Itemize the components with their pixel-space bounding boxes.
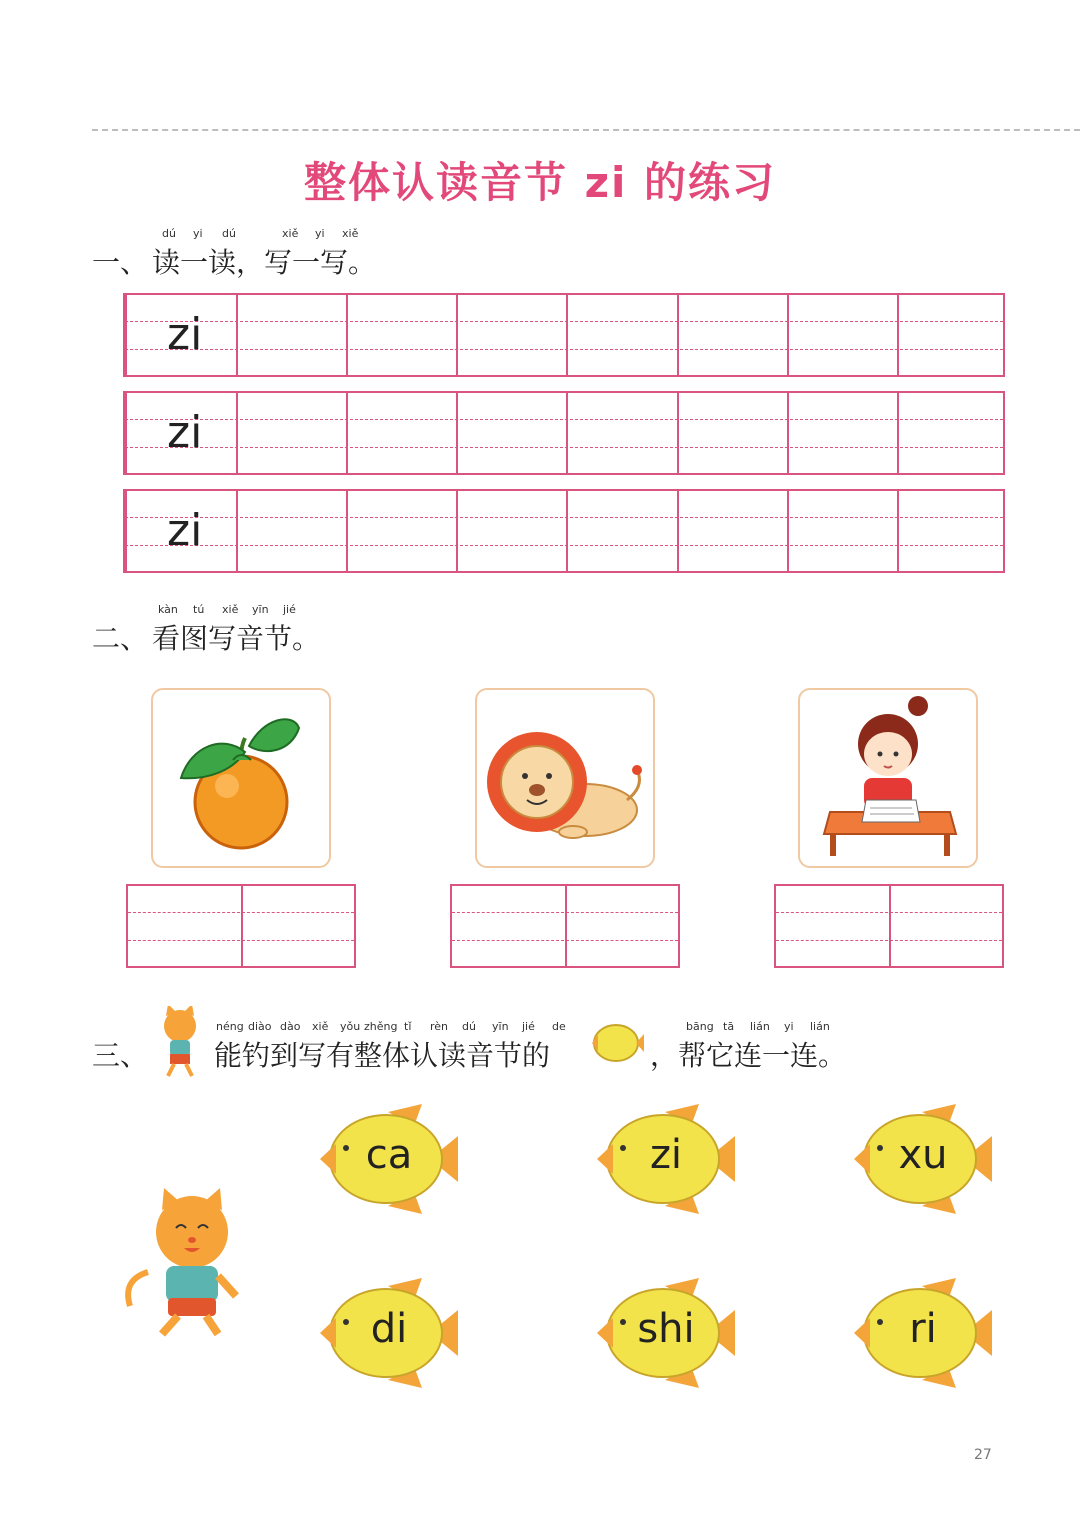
lion-icon	[477, 690, 653, 866]
answer-cell[interactable]	[565, 886, 678, 966]
pinyin: xiě	[282, 227, 299, 240]
writing-cell[interactable]	[897, 295, 1003, 375]
pinyin: tā	[723, 1020, 735, 1033]
writing-cell[interactable]	[787, 393, 897, 473]
pinyin: yīn	[492, 1020, 509, 1033]
answer-cell[interactable]	[889, 886, 1002, 966]
writing-cell[interactable]	[456, 393, 566, 473]
pinyin: jié	[283, 603, 296, 616]
pinyin: kàn	[158, 603, 178, 616]
answer-cell[interactable]	[128, 886, 241, 966]
pinyin: zhěng	[364, 1020, 398, 1033]
writing-cell	[125, 393, 236, 473]
section-3-number: 三、	[92, 1039, 149, 1072]
fish-syllable: di	[370, 1306, 408, 1352]
fish-icon	[588, 1020, 644, 1066]
writing-row	[123, 391, 1005, 475]
answer-cell[interactable]	[241, 886, 354, 966]
section-3-instruction-b: ，帮它连一连。	[650, 1039, 847, 1072]
writing-cell[interactable]	[897, 491, 1003, 571]
section-3-instruction-a: 能钓到写有整体认读音节的	[214, 1039, 551, 1072]
pinyin: xiě	[312, 1020, 329, 1033]
fish-card[interactable]	[852, 1278, 992, 1388]
section-2-number: 二、	[92, 622, 149, 655]
pinyin: yi	[193, 227, 203, 240]
pinyin: dú	[462, 1020, 476, 1033]
writing-cell[interactable]	[346, 295, 456, 375]
fish-syllable: xu	[898, 1132, 948, 1178]
sample-syllable: zi	[167, 505, 203, 556]
pinyin: lián	[750, 1020, 770, 1033]
pinyin: yīn	[252, 603, 269, 616]
picture-box	[798, 688, 978, 868]
sample-syllable: zi	[167, 407, 203, 458]
answer-box[interactable]	[126, 884, 356, 968]
writing-cell[interactable]	[566, 295, 677, 375]
fish-card[interactable]	[852, 1104, 992, 1214]
pinyin: rèn	[430, 1020, 449, 1033]
fish-card[interactable]	[595, 1104, 735, 1214]
answer-cell[interactable]	[452, 886, 565, 966]
cat-icon	[118, 1188, 248, 1338]
writing-cell[interactable]	[346, 491, 456, 571]
answer-cell[interactable]	[776, 886, 889, 966]
pinyin: yi	[315, 227, 325, 240]
cat-icon	[148, 1006, 210, 1078]
writing-cell[interactable]	[236, 491, 346, 571]
pinyin: dú	[222, 227, 236, 240]
writing-cell	[125, 295, 236, 375]
pinyin: tǐ	[404, 1020, 412, 1033]
writing-cell[interactable]	[566, 393, 677, 473]
writing-row	[123, 489, 1005, 573]
fish-card[interactable]	[595, 1278, 735, 1388]
picture-box	[151, 688, 331, 868]
writing-cell[interactable]	[897, 393, 1003, 473]
picture-box	[475, 688, 655, 868]
writing-cell[interactable]	[456, 295, 566, 375]
fish-card[interactable]	[318, 1104, 458, 1214]
section-2-instruction: 看图写音节。	[152, 622, 321, 655]
pinyin: bāng	[686, 1020, 714, 1033]
pinyin: jié	[522, 1020, 535, 1033]
pinyin: de	[552, 1020, 566, 1033]
writing-cell[interactable]	[236, 295, 346, 375]
pinyin: dào	[280, 1020, 301, 1033]
pinyin: diào	[248, 1020, 272, 1033]
writing-row	[123, 293, 1005, 377]
writing-cell[interactable]	[677, 393, 787, 473]
girl-writing-icon	[800, 690, 976, 866]
pinyin: dú	[162, 227, 176, 240]
writing-cell[interactable]	[787, 491, 897, 571]
sample-syllable: zi	[167, 309, 203, 360]
writing-cell[interactable]	[346, 393, 456, 473]
writing-cell	[125, 491, 236, 571]
page-number: 27	[974, 1447, 992, 1463]
fish-card[interactable]	[318, 1278, 458, 1388]
section-1-number: 一、	[92, 246, 149, 279]
fish-syllable: shi	[637, 1306, 695, 1352]
answer-box[interactable]	[450, 884, 680, 968]
answer-box[interactable]	[774, 884, 1004, 968]
writing-cell[interactable]	[677, 491, 787, 571]
orange-icon	[153, 690, 329, 866]
top-dashed-divider	[92, 129, 1080, 131]
writing-cell[interactable]	[456, 491, 566, 571]
writing-cell[interactable]	[566, 491, 677, 571]
pinyin: yi	[784, 1020, 794, 1033]
writing-cell[interactable]	[677, 295, 787, 375]
fish-syllable: ca	[365, 1132, 413, 1178]
fish-syllable: zi	[649, 1132, 683, 1178]
pinyin: xiě	[342, 227, 359, 240]
page-title: 整体认读音节 zi 的练习	[303, 158, 777, 207]
fish-syllable: ri	[909, 1306, 937, 1352]
pinyin: néng	[216, 1020, 244, 1033]
pinyin: tú	[193, 603, 205, 616]
pinyin: yǒu	[340, 1020, 361, 1033]
writing-cell[interactable]	[236, 393, 346, 473]
pinyin: xiě	[222, 603, 239, 616]
writing-cell[interactable]	[787, 295, 897, 375]
section-1-instruction: 读一读，写一写。	[152, 246, 377, 279]
pinyin: lián	[810, 1020, 830, 1033]
